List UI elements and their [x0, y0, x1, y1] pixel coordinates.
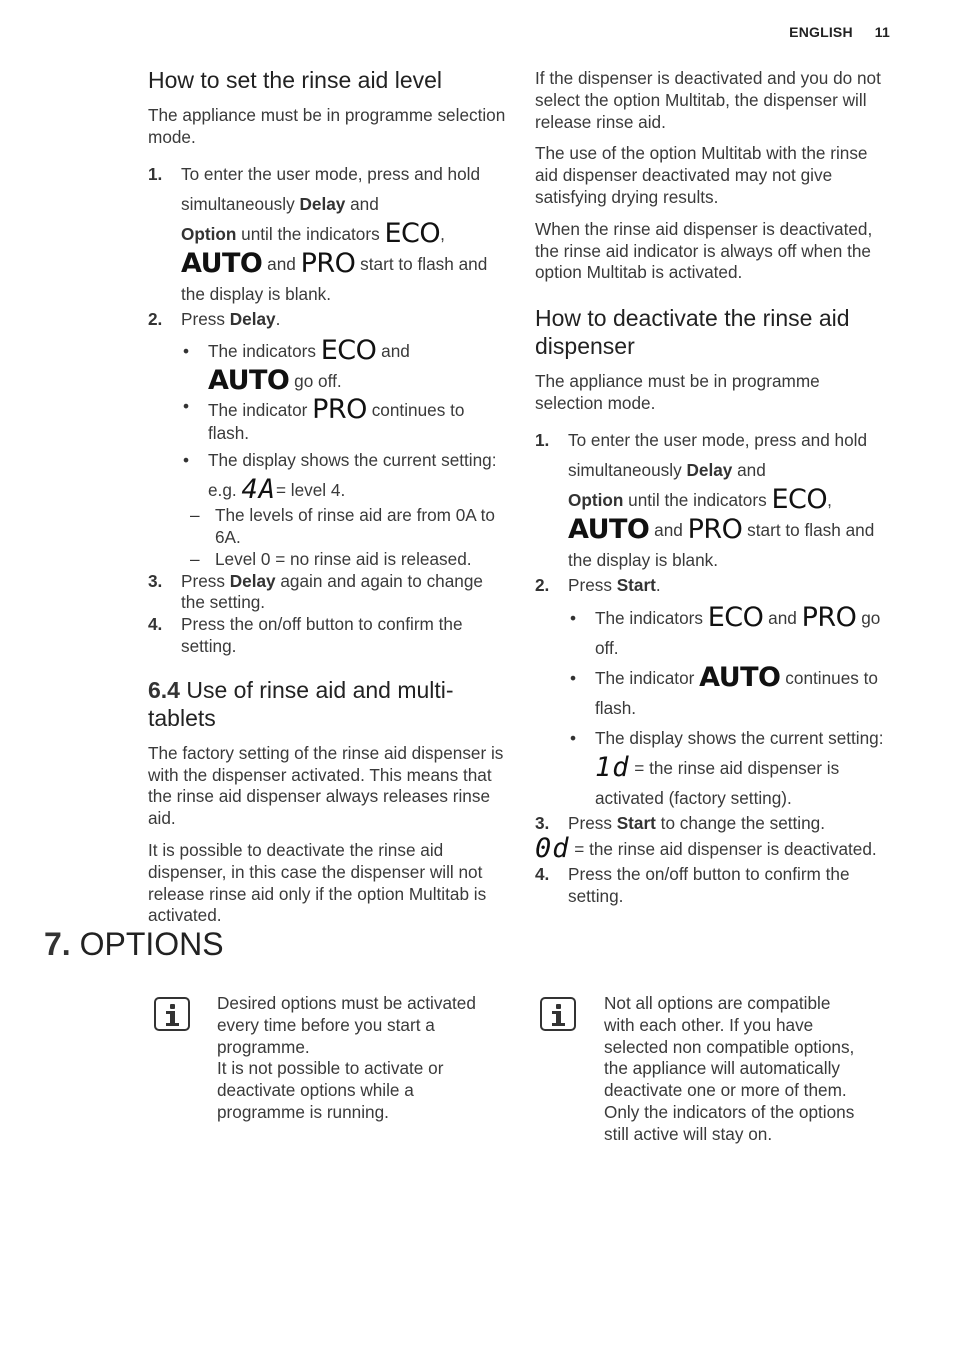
- pro-indicator-icon: PRO: [312, 394, 367, 426]
- auto-indicator-icon: AUTO: [699, 661, 781, 693]
- text: to change the setting.: [655, 812, 826, 833]
- step-2: [148, 309, 506, 571]
- text: To enter the user mode, press and hold simultaneously: [181, 163, 481, 214]
- delay-button-ref: Delay: [299, 193, 346, 214]
- text: start to flash and the display is blank.: [568, 519, 875, 570]
- step-number: 3.: [148, 570, 163, 591]
- eco-indicator-icon: ECO: [320, 335, 377, 367]
- step-number: 2.: [148, 308, 163, 329]
- foot: [552, 1023, 565, 1026]
- step-2: [535, 575, 885, 813]
- text: .: [275, 308, 281, 329]
- text: .: [655, 574, 661, 595]
- left-column: [148, 66, 506, 937]
- auto-indicator-icon: AUTO: [181, 247, 263, 279]
- text: ,: [440, 223, 445, 244]
- text: The indicators: [208, 341, 321, 362]
- text: continues to flash.: [208, 400, 465, 444]
- dash-item: – The levels of rinse aid are from 0A to 6A.: [181, 505, 506, 549]
- text: go off.: [289, 371, 342, 392]
- delay-button-ref: Delay: [229, 308, 276, 329]
- text: again and again to change the setting.: [181, 570, 483, 613]
- bullet-item: [181, 396, 506, 445]
- step-number: 1.: [535, 429, 550, 450]
- info-icon: [154, 997, 190, 1031]
- info-note-activate-options: [217, 993, 477, 1124]
- paragraph: The factory setting of the rinse aid dispenser is with the dispenser activated. This means that the rinse aid dispenser always releases rinse aid.: [148, 742, 504, 829]
- text: 6.4: [148, 676, 180, 703]
- heading-deactivate-rinse-aid: How to deactivate the rinse aid dispenser: [535, 305, 850, 360]
- step-number: 4.: [535, 864, 550, 885]
- intro-text: The appliance must be in programme selection mode.: [148, 105, 506, 147]
- text: until the indicators: [623, 489, 772, 510]
- text: Press: [568, 812, 617, 833]
- step-number: 4.: [148, 614, 163, 635]
- text: Press: [568, 574, 617, 595]
- text: Press the on/off button to confirm the setting.: [568, 864, 850, 907]
- text: To enter the user mode, press and hold simultaneously: [568, 429, 868, 480]
- header-language: ENGLISH: [789, 24, 853, 40]
- text: The indicator: [595, 667, 700, 688]
- info-note-compatibility: Not all options are compatible with each other. If you have selected non compatible options, the appliance will automatically deactivate one or more of them. Only the indicators of the options still active will stay on.: [604, 993, 855, 1144]
- display-code-1d: 1d: [595, 751, 630, 783]
- display-code-0d: 0d: [535, 833, 570, 865]
- heading-rinse-aid-multitablets: [148, 676, 506, 732]
- text: and: [345, 193, 379, 214]
- bullet-item: [181, 336, 506, 396]
- text: continues to flash.: [595, 667, 878, 718]
- text: and: [763, 607, 802, 628]
- heading-set-rinse-aid-level: How to set the rinse aid level: [148, 67, 443, 93]
- auto-indicator-icon: AUTO: [568, 513, 650, 545]
- start-button-ref: Start: [616, 574, 656, 595]
- text: and: [649, 519, 688, 540]
- eco-indicator-icon: ECO: [771, 483, 828, 515]
- text: Press the on/off button to confirm the setting.: [181, 614, 463, 656]
- steps-list: [535, 864, 885, 908]
- text: The indicators: [595, 607, 708, 628]
- option-button-ref: Option: [568, 489, 624, 510]
- start-button-ref: Start: [616, 812, 656, 833]
- step-4: [535, 864, 885, 908]
- paragraph: It is possible to deactivate the rinse aid dispenser, in this case the dispenser will not release rinse aid only if the option Multitab is activated.: [148, 839, 487, 926]
- step-1: [148, 159, 506, 309]
- text: and: [732, 459, 766, 480]
- step-number: 2.: [535, 574, 550, 595]
- bullet-item: [568, 723, 885, 813]
- step-number: 1.: [148, 163, 163, 184]
- text: Press: [181, 308, 230, 329]
- delay-button-ref: Delay: [229, 570, 276, 591]
- auto-indicator-icon: AUTO: [208, 365, 290, 397]
- text: and: [376, 341, 410, 362]
- info-icon: [540, 997, 576, 1031]
- intro-text: The appliance must be in programme selection mode.: [535, 371, 820, 413]
- display-code-4a: 4A: [241, 474, 276, 506]
- dash-item: – Level 0 = no rinse aid is released.: [181, 549, 506, 571]
- pro-indicator-icon: PRO: [687, 513, 743, 545]
- pro-indicator-icon: PRO: [801, 601, 857, 633]
- dot: [556, 1004, 561, 1009]
- delay-button-ref: Delay: [686, 459, 733, 480]
- page-number: 11: [874, 24, 890, 40]
- text: start to flash and the display is blank.: [181, 253, 488, 304]
- eco-indicator-icon: ECO: [384, 217, 441, 249]
- step-4: [148, 614, 506, 658]
- bullet-item: [568, 663, 885, 723]
- paragraph: When the rinse aid dispenser is deactivated, the rinse aid indicator is always off when the option Multitab is activated.: [535, 218, 873, 283]
- text: = level 4.: [275, 480, 346, 501]
- text: = the rinse aid dispenser is activated (factory setting).: [595, 757, 840, 808]
- dot: [170, 1004, 175, 1009]
- text: The indicator: [208, 400, 313, 421]
- pro-indicator-icon: PRO: [300, 247, 356, 279]
- chapter-heading-options: [44, 924, 224, 964]
- step-3: [535, 813, 885, 835]
- bullet-list: [568, 603, 885, 813]
- text: and: [262, 253, 301, 274]
- bullet-item: [181, 445, 506, 505]
- text: Press: [181, 570, 230, 591]
- step-1: [535, 425, 885, 575]
- eco-indicator-icon: ECO: [707, 601, 764, 633]
- step-3: [148, 571, 506, 615]
- bullet-list: [181, 336, 506, 505]
- text: Desired options must be activated every time before you start a programme.: [217, 993, 476, 1057]
- steps-list: [535, 425, 885, 835]
- step-number: 3.: [535, 812, 550, 833]
- text: Use of rinse aid and multi-tablets: [148, 676, 454, 731]
- text: The display shows the current setting: e.g.: [208, 450, 497, 501]
- text: ,: [827, 489, 832, 510]
- steps-list: [148, 159, 506, 658]
- text: until the indicators: [236, 223, 385, 244]
- right-column: [535, 68, 885, 908]
- text: OPTIONS: [70, 926, 224, 962]
- paragraph: If the dispenser is deactivated and you do not select the option Multitab, the dispenser will release rinse aid.: [535, 68, 881, 132]
- page-header: [789, 24, 890, 40]
- text: The display shows the current setting:: [595, 727, 884, 748]
- text: = the rinse aid dispenser is deactivated.: [569, 839, 877, 860]
- bullet-item: [568, 603, 885, 663]
- text: go off.: [595, 607, 881, 658]
- deactivated-code-line: [535, 834, 885, 864]
- dash-list: [181, 505, 506, 570]
- paragraph: The use of the option Multitab with the rinse aid dispenser deactivated may not give satisfying drying results.: [535, 143, 868, 207]
- text: It is not possible to activate or deactivate options while a programme is running.: [217, 1058, 444, 1122]
- option-button-ref: Option: [181, 223, 237, 244]
- foot: [166, 1023, 179, 1026]
- text: 7.: [44, 926, 71, 962]
